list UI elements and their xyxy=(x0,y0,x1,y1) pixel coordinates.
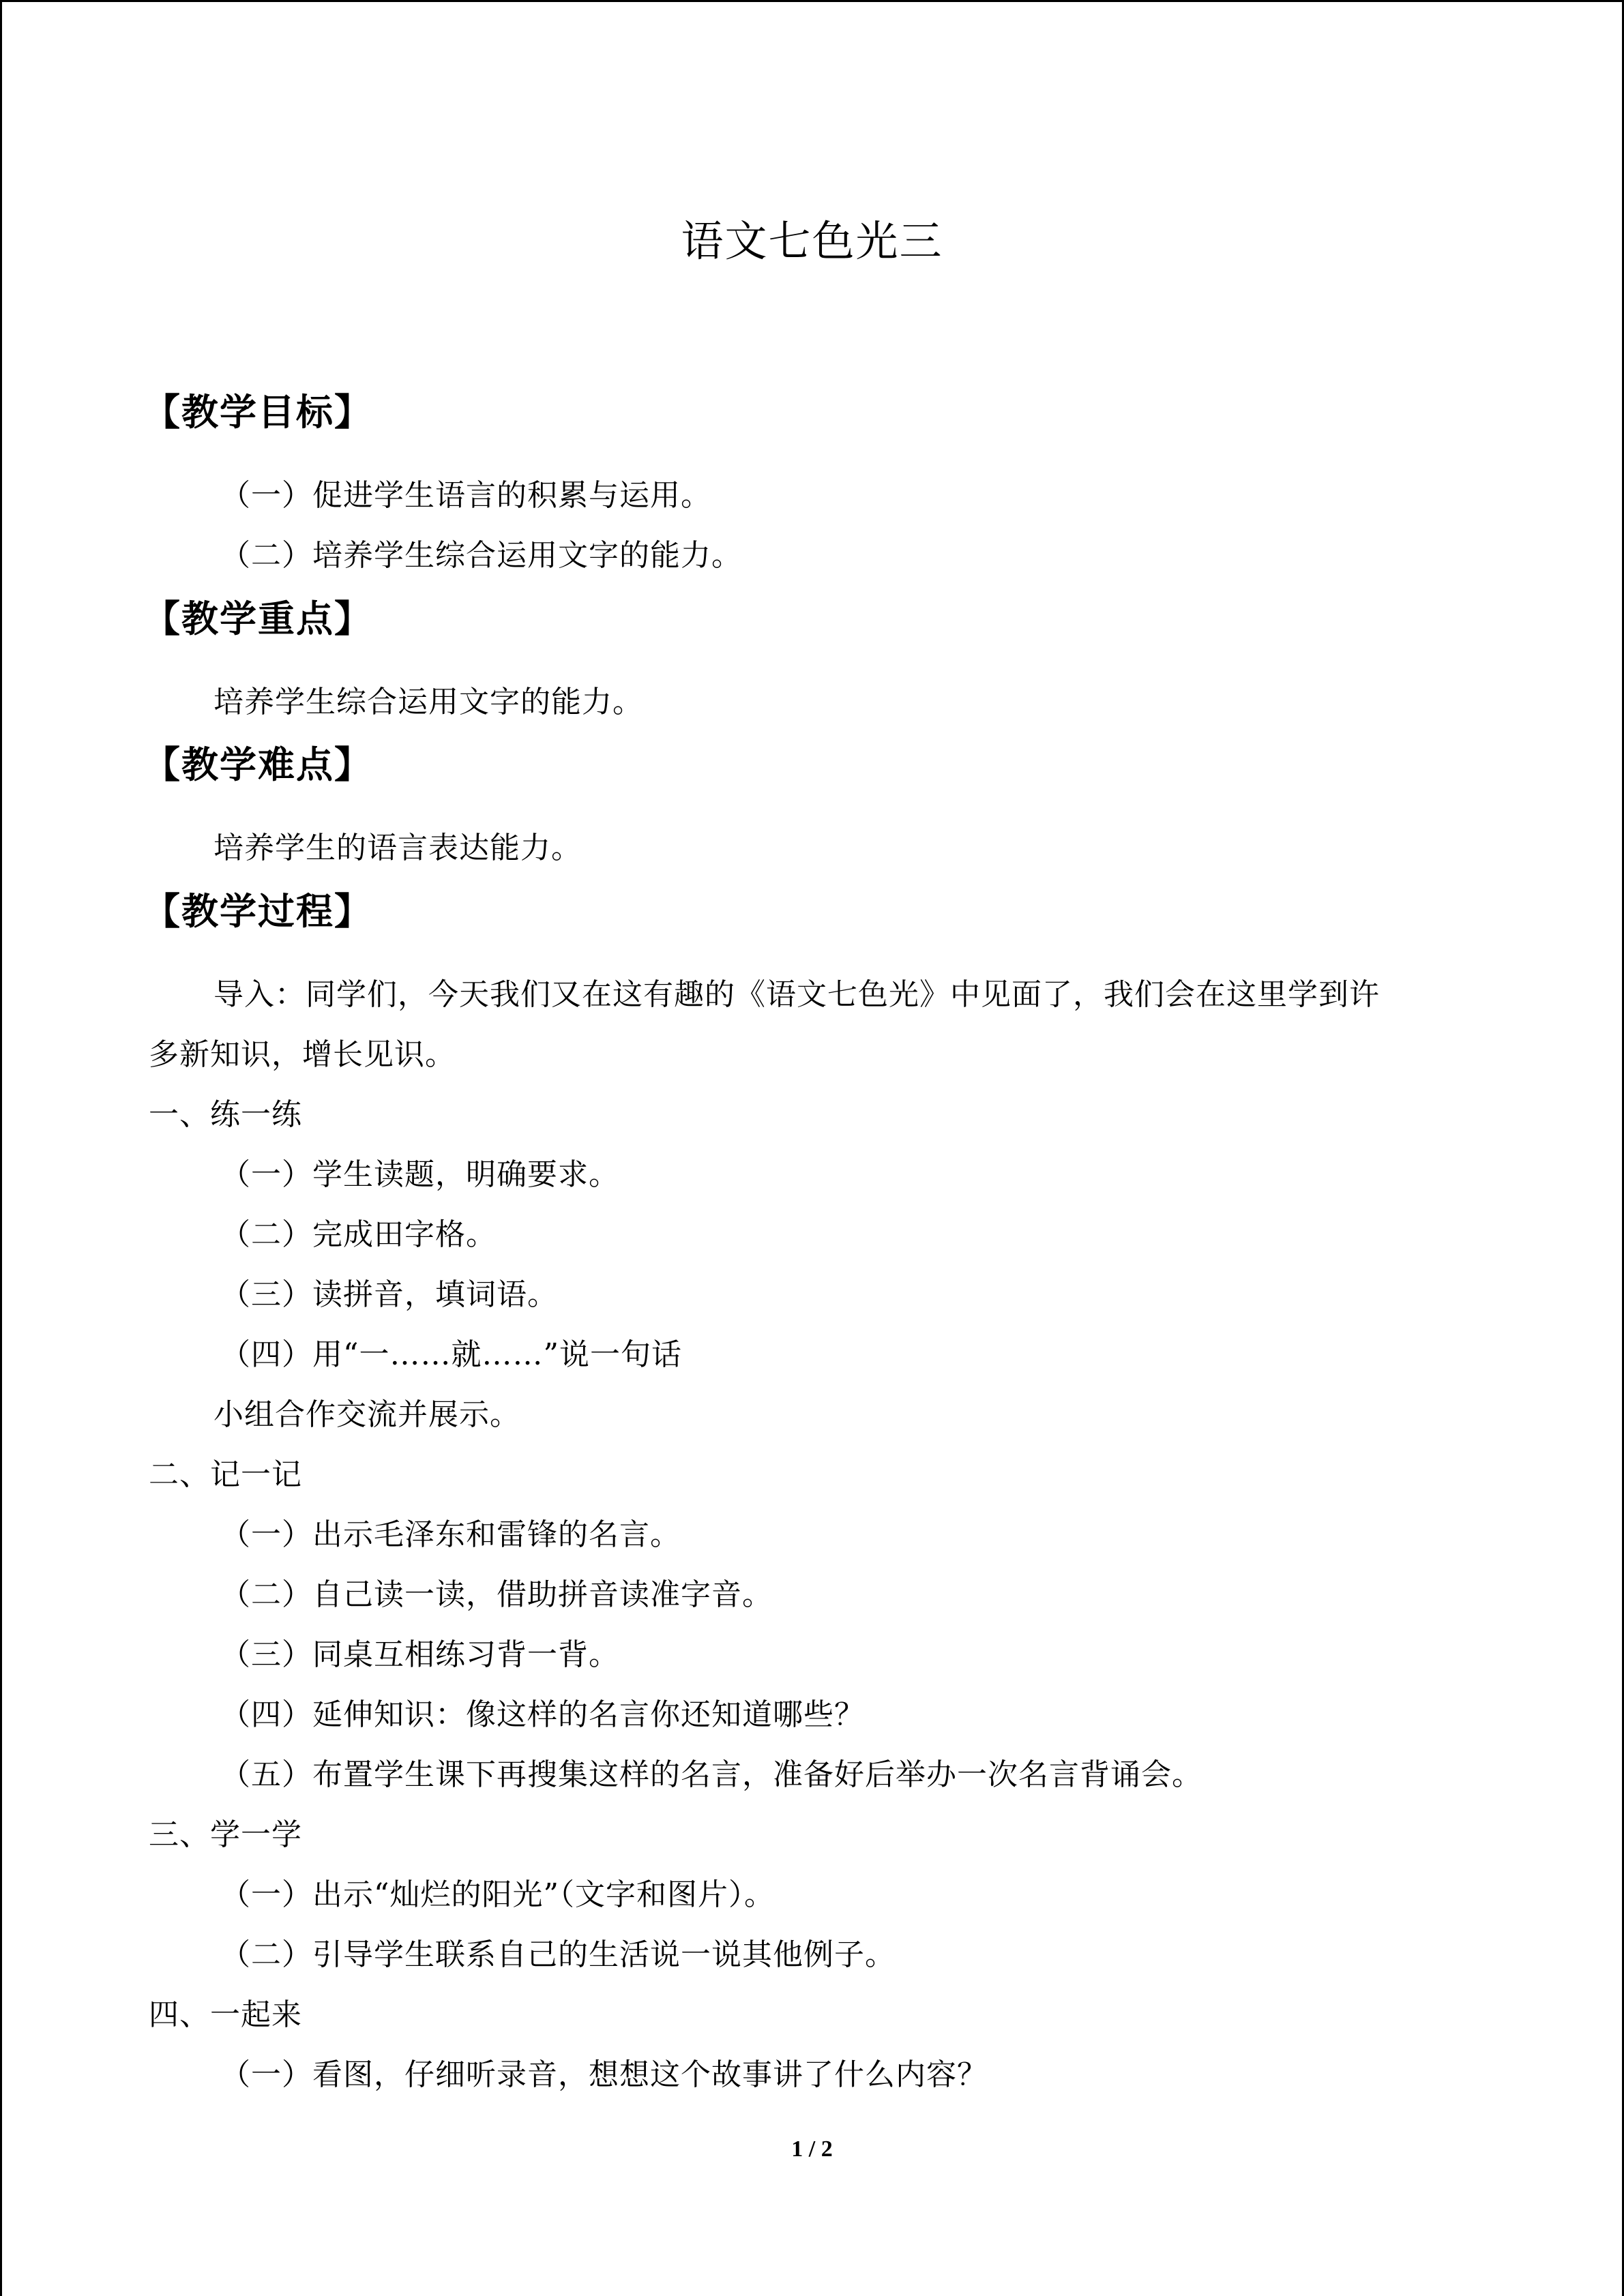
part-item: （五）布置学生课下再搜集这样的名言，准备好后举办一次名言背诵会。 xyxy=(220,1757,1202,1792)
page-border-top xyxy=(0,0,1624,2)
part-item: （一）看图，仔细听录音，想想这个故事讲了什么内容？ xyxy=(220,2057,988,2092)
intro-text-continued: 多新知识，增长见识。 xyxy=(149,1037,456,1072)
page-border-left xyxy=(0,0,2,2296)
key-points-text: 培养学生综合运用文字的能力。 xyxy=(213,685,643,719)
part-title: 一、练一练 xyxy=(149,1097,302,1132)
part-title: 四、一起来 xyxy=(149,1997,302,2032)
heading-key-points: 【教学重点】 xyxy=(143,597,372,640)
heading-difficulties: 【教学难点】 xyxy=(143,743,372,786)
part-title: 二、记一记 xyxy=(149,1457,302,1492)
heading-process: 【教学过程】 xyxy=(143,890,372,933)
part-title: 三、学一学 xyxy=(149,1817,302,1852)
part-note: 小组合作交流并展示。 xyxy=(213,1397,520,1432)
part-item: （四）用“一……就……”说一句话 xyxy=(220,1337,682,1372)
part-item: （四）延伸知识：像这样的名言你还知道哪些？ xyxy=(220,1697,865,1732)
part-item: （三）同桌互相练习背一背。 xyxy=(220,1637,619,1672)
part-item: （三）读拼音，填词语。 xyxy=(220,1277,558,1312)
document-title: 语文七色光三 xyxy=(681,216,943,266)
objective-item: （二）培养学生综合运用文字的能力。 xyxy=(220,538,742,573)
part-item: （一）学生读题，明确要求。 xyxy=(220,1157,619,1192)
difficulties-text: 培养学生的语言表达能力。 xyxy=(213,831,582,865)
part-item: （一）出示“灿烂的阳光”（文字和图片）。 xyxy=(220,1877,775,1912)
part-item: （二）引导学生联系自己的生活说一说其他例子。 xyxy=(220,1937,896,1972)
part-item: （二）自己读一读，借助拼音读准字音。 xyxy=(220,1577,773,1612)
heading-objectives: 【教学目标】 xyxy=(143,391,372,434)
part-item: （一）出示毛泽东和雷锋的名言。 xyxy=(220,1517,681,1552)
part-item: （二）完成田字格。 xyxy=(220,1217,497,1252)
objective-item: （一）促进学生语言的积累与运用。 xyxy=(220,478,711,513)
intro-text: 导入：同学们，今天我们又在这有趣的《语文七色光》中见面了，我们会在这里学到许 xyxy=(213,977,1380,1012)
page-number: 1 / 2 xyxy=(791,2136,833,2162)
